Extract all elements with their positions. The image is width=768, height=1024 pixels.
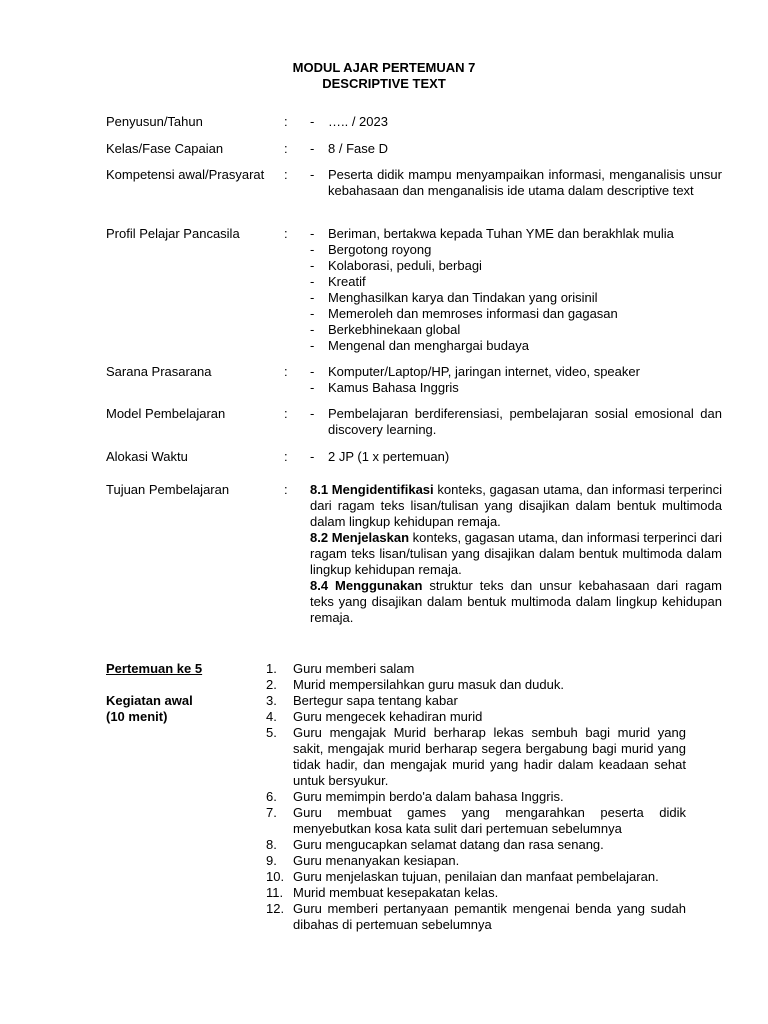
field-colon: : bbox=[284, 406, 288, 421]
field-colon: : bbox=[284, 364, 288, 379]
step-number: 12. bbox=[266, 901, 285, 916]
step-number: 3. bbox=[266, 693, 277, 708]
list-item: - Memeroleh dan memroses informasi dan gagasan bbox=[310, 306, 722, 322]
step-text: Guru membuat games yang mengarahkan peserta didik menyebutkan kosa kata sulit dari pertemuan sebelumnya bbox=[293, 805, 686, 836]
list-item: - 2 JP (1 x pertemuan) bbox=[310, 449, 722, 465]
step-number: 8. bbox=[266, 837, 277, 852]
tujuan-text: konteks, gagasan utama, dan informasi terperinci dari ragam teks lisan/tulisan yang disajikan dalam bentuk multimoda dalam lingkup kehidupan remaja. bbox=[310, 482, 722, 529]
title-line-2: DESCRIPTIVE TEXT bbox=[322, 76, 446, 91]
step-text: Guru mengajak Murid berharap lekas sembuh bagi murid yang sakit, mengajak murid berharap segera bergabung bagi murid yang tidak hadir, dan mengajak murid yang hadir dalam keadaan sehat untuk bersyukur. bbox=[293, 725, 686, 788]
durasi-label: (10 menit) bbox=[106, 709, 168, 724]
field-value-list bbox=[310, 226, 722, 354]
tujuan-text: konteks, gagasan utama, dan informasi terperinci dari ragam teks lisan/tulisan yang disajikan dalam bentuk multimoda dalam lingkup kehidupan remaja. bbox=[310, 530, 722, 577]
field-colon: : bbox=[284, 141, 288, 156]
list-item: - Kolaborasi, peduli, berbagi bbox=[310, 258, 722, 274]
step-number: 11. bbox=[266, 885, 284, 900]
list-item bbox=[266, 661, 686, 677]
list-item bbox=[266, 853, 686, 869]
step-number: 4. bbox=[266, 709, 277, 724]
list-item: - Bergotong royong bbox=[310, 242, 722, 258]
list-item bbox=[266, 709, 686, 725]
step-number: 1. bbox=[266, 661, 277, 676]
field-label: Penyusun/Tahun bbox=[106, 114, 203, 129]
step-text: Guru menjelaskan tujuan, penilaian dan manfaat pembelajaran. bbox=[293, 869, 659, 884]
step-text: Guru menanyakan kesiapan. bbox=[293, 853, 460, 868]
list-item: - 8 / Fase D bbox=[310, 141, 722, 157]
step-number: 5. bbox=[266, 725, 277, 740]
step-text: Murid mempersilahkan guru masuk dan duduk. bbox=[293, 677, 564, 692]
field-colon: : bbox=[284, 226, 288, 241]
tujuan-keyword: 8.4 Menggunakan bbox=[310, 578, 423, 593]
field-colon: : bbox=[284, 114, 288, 129]
field-value-list bbox=[310, 167, 722, 199]
field-value-list bbox=[310, 406, 722, 438]
list-item: - Komputer/Laptop/HP, jaringan internet, video, speaker bbox=[310, 364, 722, 380]
field-value-list bbox=[310, 141, 722, 157]
field-colon: : bbox=[284, 167, 288, 182]
field-value-list bbox=[310, 449, 722, 465]
list-item: - Pembelajaran berdiferensiasi, pembelajaran sosial emosional dan discovery learning. bbox=[310, 406, 722, 438]
field-label: Kelas/Fase Capaian bbox=[106, 141, 224, 156]
field-colon: : bbox=[284, 449, 288, 464]
list-item: - Menghasilkan karya dan Tindakan yang orisinil bbox=[310, 290, 722, 306]
field-label: Sarana Prasarana bbox=[106, 364, 212, 379]
list-item: - Berkebhinekaan global bbox=[310, 322, 722, 338]
tujuan-text: struktur teks dan unsur kebahasaan dari ragam teks yang disajikan dalam bentuk multimoda dalam lingkup kehidupan remaja. bbox=[310, 578, 722, 625]
step-text: Guru mengecek kehadiran murid bbox=[293, 709, 483, 724]
list-item bbox=[266, 869, 686, 885]
field-label: Model Pembelajaran bbox=[106, 406, 226, 421]
step-number: 6. bbox=[266, 789, 277, 804]
field-label: Tujuan Pembelajaran bbox=[106, 482, 230, 497]
list-item bbox=[266, 837, 686, 853]
tujuan-paragraph bbox=[310, 578, 722, 626]
list-item: - Beriman, bertakwa kepada Tuhan YME dan berakhlak mulia bbox=[310, 226, 722, 242]
tujuan-paragraph bbox=[310, 482, 722, 530]
tujuan-paragraph bbox=[310, 530, 722, 578]
title-line-1: MODUL AJAR PERTEMUAN 7 bbox=[292, 60, 476, 75]
list-item: - Kreatif bbox=[310, 274, 722, 290]
step-text: Guru memberi pertanyaan pemantik mengenai benda yang sudah dibahas di pertemuan sebelumnya bbox=[293, 901, 686, 932]
document-title bbox=[0, 60, 768, 92]
pertemuan-heading-block bbox=[106, 661, 266, 725]
list-item bbox=[266, 677, 686, 693]
step-number: 7. bbox=[266, 805, 277, 820]
list-item: - Mengenal dan menghargai budaya bbox=[310, 338, 722, 354]
tujuan-keyword: 8.2 Menjelaskan bbox=[310, 530, 410, 545]
step-number: 9. bbox=[266, 853, 277, 868]
list-item bbox=[266, 901, 686, 933]
tujuan-paragraphs bbox=[310, 482, 722, 626]
tujuan-keyword: 8.1 Mengidentifikasi bbox=[310, 482, 434, 497]
step-number: 10. bbox=[266, 869, 285, 884]
list-item bbox=[266, 885, 686, 901]
step-text: Murid membuat kesepakatan kelas. bbox=[293, 885, 499, 900]
list-item bbox=[266, 805, 686, 837]
field-colon: : bbox=[284, 482, 288, 497]
step-text: Guru memimpin berdo'a dalam bahasa Inggris. bbox=[293, 789, 564, 804]
list-item: - Kamus Bahasa Inggris bbox=[310, 380, 722, 396]
list-item bbox=[266, 693, 686, 709]
step-number: 2. bbox=[266, 677, 277, 692]
list-item: - ….. / 2023 bbox=[310, 114, 722, 130]
field-label: Kompetensi awal/Prasyarat bbox=[106, 167, 265, 182]
step-text: Guru memberi salam bbox=[293, 661, 415, 676]
list-item: - Peserta didik mampu menyampaikan informasi, menganalisis unsur kebahasaan dan menganalisis ide utama dalam descriptive text bbox=[310, 167, 722, 199]
kegiatan-label: Kegiatan awal bbox=[106, 693, 193, 708]
step-text: Bertegur sapa tentang kabar bbox=[293, 693, 458, 708]
list-item bbox=[266, 789, 686, 805]
field-label: Profil Pelajar Pancasila bbox=[106, 226, 240, 241]
field-value-list bbox=[310, 114, 722, 130]
field-label: Alokasi Waktu bbox=[106, 449, 188, 464]
step-text: Guru mengucapkan selamat datang dan rasa senang. bbox=[293, 837, 604, 852]
field-value-list bbox=[310, 364, 722, 396]
list-item bbox=[266, 725, 686, 789]
activity-steps bbox=[266, 661, 686, 933]
pertemuan-heading: Pertemuan ke 5 bbox=[106, 661, 203, 676]
